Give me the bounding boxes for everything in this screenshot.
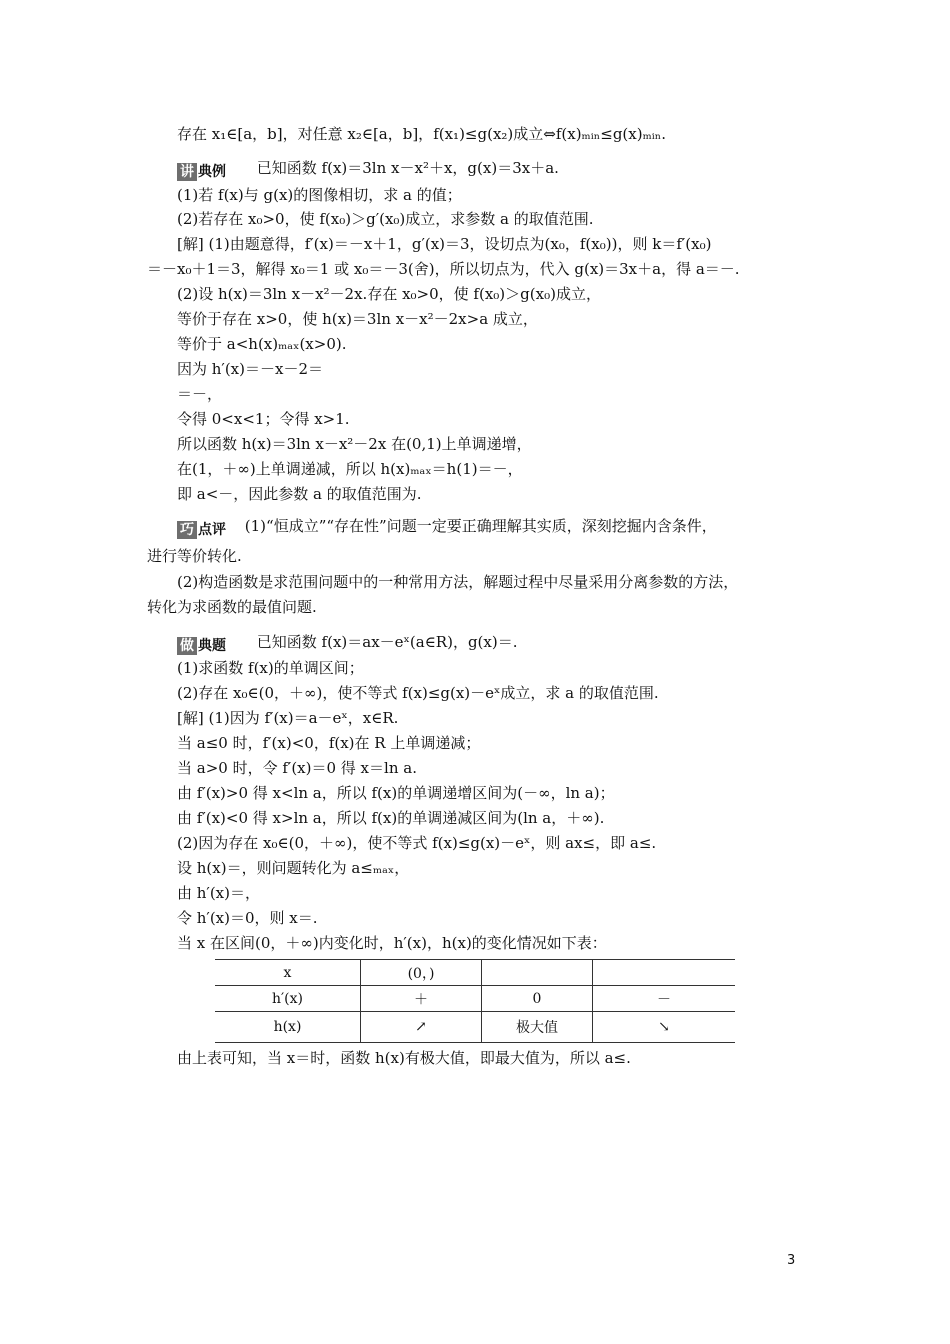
comment-line: 巧 点评 (1)“恒成立”“存在性”问题一定要正确理解其实质，深刻挖掘内含条件， — [177, 516, 717, 539]
increasing-arrow-icon: ↗ — [361, 1012, 482, 1043]
table-cell: x — [215, 960, 361, 986]
text-line: 由 f′(x)>0 得 x<ln a，所以 f(x)的单调递增区间为(－∞，ln a)； — [177, 784, 615, 802]
table-cell: 极大值 — [482, 1012, 593, 1043]
table-row — [215, 1012, 735, 1043]
example-line: 讲 典例 已知函数 f(x)＝3ln x－x²＋x，g(x)＝3x＋a. — [177, 158, 559, 181]
text-line: 当 x 在区间(0，＋∞)内变化时，h′(x)，h(x)的变化情况如下表： — [177, 934, 607, 952]
practice-tag: 做 典题 — [177, 637, 226, 655]
text-line: 由 f′(x)<0 得 x>ln a，所以 f(x)的单调递减区间为(ln a，＋∞). — [177, 809, 605, 827]
text-line: 令得 0<x<1；令得 x>1. — [177, 410, 350, 428]
text-line: ＝－， — [177, 385, 223, 403]
text-line: (2)设 h(x)＝3ln x－x²－2x.存在 x₀>0，使 f(x₀)＞g(x₀)成立， — [177, 285, 601, 303]
table-cell: (0，) — [361, 960, 482, 986]
example-tag: 讲 典例 — [177, 163, 226, 181]
text-line: (1)求函数 f(x)的单调区间； — [177, 659, 364, 677]
text-line: 存在 x₁∈[a，b]，对任意 x₂∈[a，b]，f(x₁)≤g(x₂)成立⇔f(x)ₘᵢₙ≤g(x)ₘᵢₙ. — [177, 125, 667, 143]
text-line: [解] (1)因为 f′(x)＝a－eˣ，x∈R. — [177, 709, 399, 727]
text-line: 由 h′(x)＝， — [177, 884, 260, 902]
table-row — [215, 986, 735, 1012]
practice-line: 做 典题 已知函数 f(x)＝ax－eˣ(a∈R)，g(x)＝. — [177, 632, 517, 655]
text-line: 进行等价转化. — [147, 547, 242, 565]
table-cell: h′(x) — [215, 986, 361, 1012]
table-cell: ＋ — [361, 986, 482, 1012]
page-number: 3 — [787, 1253, 796, 1268]
table-cell — [593, 960, 736, 986]
text-line: 在(1，＋∞)上单调递减，所以 h(x)ₘₐₓ＝h(1)＝－， — [177, 460, 523, 478]
text-line: 由上表可知，当 x＝时，函数 h(x)有极大值，即最大值为，所以 a≤. — [177, 1049, 631, 1067]
text-line: 当 a≤0 时，f′(x)<0，f(x)在 R 上单调递减； — [177, 734, 481, 752]
text-line: (1)若 f(x)与 g(x)的图像相切，求 a 的值； — [177, 186, 462, 204]
text-line: 设 h(x)＝，则问题转化为 a≤ₘₐₓ， — [177, 859, 410, 877]
text-line: 即 a<－，因此参数 a 的取值范围为. — [177, 485, 422, 503]
decreasing-arrow-icon: ↘ — [593, 1012, 736, 1043]
text-line: 令 h′(x)＝0，则 x＝. — [177, 909, 318, 927]
text-line: (2)构造函数是求范围问题中的一种常用方法，解题过程中尽量采用分离参数的方法， — [177, 573, 739, 591]
text-line: 等价于 a<h(x)ₘₐₓ(x>0). — [177, 335, 347, 353]
table-cell: － — [593, 986, 736, 1012]
text-line: 所以函数 h(x)＝3ln x－x²－2x 在(0,1)上单调递增， — [177, 435, 532, 453]
text-line: (2)因为存在 x₀∈(0，＋∞)，使不等式 f(x)≤g(x)－eˣ，则 ax≤，即 a≤. — [177, 834, 657, 852]
text-line: ＝－x₀＋1＝3，解得 x₀＝1 或 x₀＝－3(舍)，所以切点为，代入 g(x)＝3x＋a，得 a＝－. — [147, 260, 740, 278]
text-line: (2)若存在 x₀>0，使 f(x₀)＞g′(x₀)成立，求参数 a 的取值范围. — [177, 210, 594, 228]
text-line: 因为 h′(x)＝－x－2＝ — [177, 360, 324, 378]
text-line: (2)存在 x₀∈(0，＋∞)，使不等式 f(x)≤g(x)－eˣ成立，求 a 的取值范围. — [177, 684, 659, 702]
table-row — [215, 960, 735, 986]
variation-table — [215, 959, 735, 1043]
text-line: 当 a>0 时，令 f′(x)＝0 得 x＝ln a. — [177, 759, 417, 777]
table-cell — [482, 960, 593, 986]
comment-tag: 巧 点评 — [177, 521, 226, 539]
table-cell: h(x) — [215, 1012, 361, 1043]
text-line: 转化为求函数的最值问题. — [147, 598, 317, 616]
text-line: [解] (1)由题意得，f′(x)＝－x＋1，g′(x)＝3，设切点为(x₀，f(x₀))，则 k＝f′(x₀) — [177, 235, 712, 253]
text-line: 等价于存在 x>0，使 h(x)＝3ln x－x²－2x>a 成立， — [177, 310, 538, 328]
table-cell: 0 — [482, 986, 593, 1012]
